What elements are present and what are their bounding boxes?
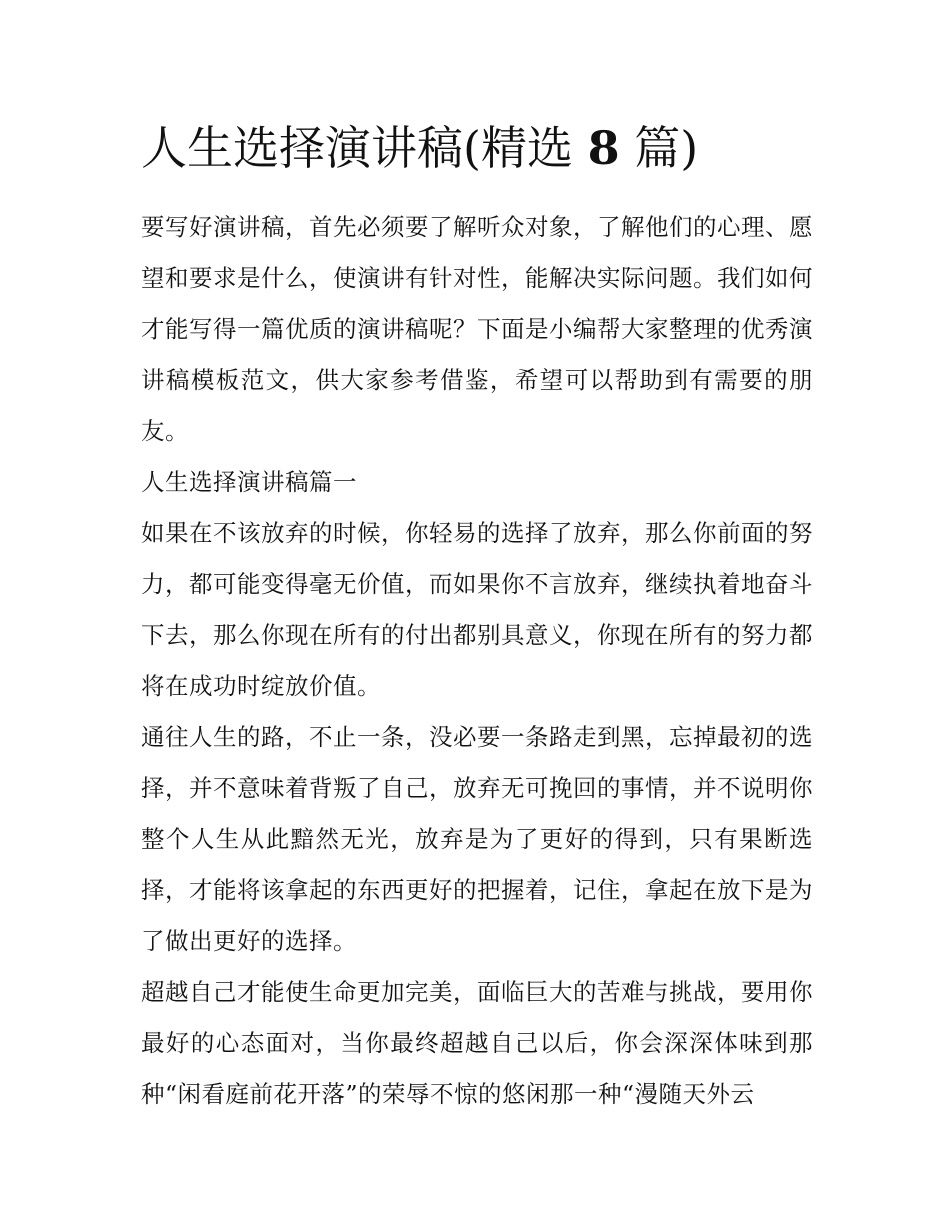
document-title [141,118,813,178]
title-text: 人生选择演讲稿(精选 [141,121,588,175]
body-paragraph-1: 如果在不该放弃的时候，你轻易的选择了放弃，那么你前面的努力，都可能变得毫无价值，而如果你不言放弃，继续执着地奋斗下去，那么你现在所有的付出都别具意义，你现在所有的努力都将在成功时绽放价值。 [141,519,813,700]
section-heading: 人生选择演讲稿篇一 [141,468,357,496]
title-number: 8 [587,121,620,175]
body-paragraph-3: 超越自己才能使生命更加完美，面临巨大的苦难与挑战，要用你最好的心态面对，当你最终超越自己以后，你会深深体味到那种“闲看庭前花开落”的荣辱不惊的悠闲那一种“漫随天外云 [141,978,813,1108]
intro-paragraph: 要写好演讲稿，首先必须要了解听众对象，了解他们的心理、愿望和要求是什么，使演讲有针对性，能解决实际问题。我们如何才能写得一篇优质的演讲稿呢？下面是小编帮大家整理的优秀演讲稿模板范文，供大家参考借鉴，希望可以帮助到有需要的朋友。 [141,213,813,445]
document-body [141,118,813,1120]
body-paragraph-2: 通往人生的路，不止一条，没必要一条路走到黑，忘掉最初的选择，并不意味着背叛了自己，放弃无可挽回的事情，并不说明你整个人生从此黯然无光，放弃是为了更好的得到，只有果断选择，才能将该拿起的东西更好的把握着，记住，拿起在放下是为了做出更好的选择。 [141,723,813,955]
title-suffix: 篇) [619,121,699,175]
